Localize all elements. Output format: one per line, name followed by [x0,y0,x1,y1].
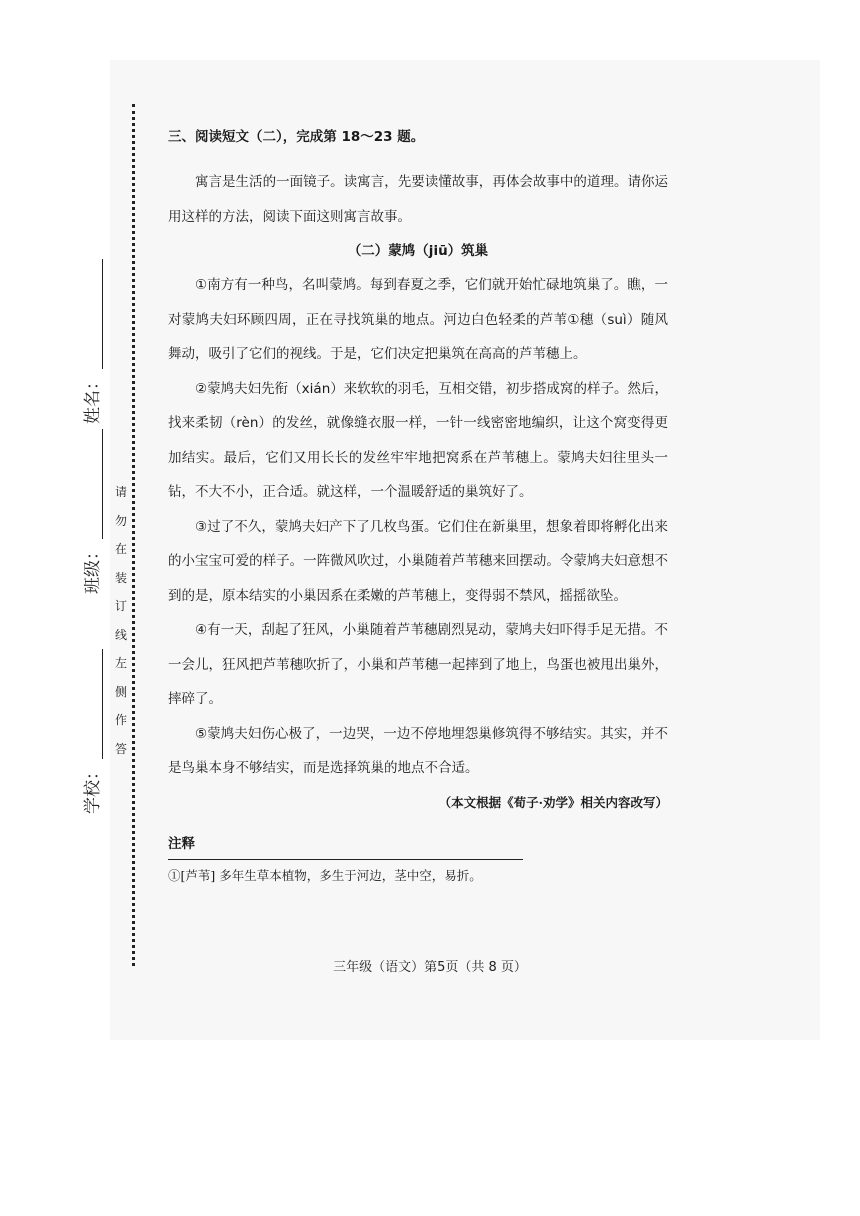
binding-dotted-line [132,104,135,966]
reading-section [168,126,668,888]
story-title: （二）蒙鸠（jiū）筑巢 [347,243,489,259]
class-underline[interactable] [101,429,103,539]
name-field [78,259,103,424]
notes-divider [168,859,523,860]
class-field [78,429,103,594]
story-paragraph-3: ③过了不久，蒙鸠夫妇产下了几枚鸟蛋。它们住在新巢里，想象着即将孵化出来的小宝宝可爱的样子。一阵微风吹过，小巢随着芦苇穗来回摆动。令蒙鸠夫妇意想不到的是，原本结实的小巢因系在柔嫩的芦苇穗上，变得弱不禁风，摇摇欲坠。 [168,518,668,604]
story-paragraph-1: ①南方有一种鸟，名叫蒙鸠。每到春夏之季，它们就开始忙碌地筑巢了。瞧，一对蒙鸠夫妇环顾四周，正在寻找筑巢的地点。河边白色轻柔的芦苇①穗（suì）随风舞动，吸引了它们的视线。于是，它们决定把巢筑在高高的芦苇穗上。 [168,277,668,362]
page-footer: 三年级（语文）第5页（共 8 页） [333,960,527,975]
binding-instruction: 请勿在装订线左侧作答 [114,485,127,756]
school-label: 学校： [83,763,103,814]
section-heading: 三、阅读短文（二），完成第 18～23 题。 [168,129,425,145]
notes-label: 注释 [168,835,195,852]
note-item: ①[芦苇] 多年生草本植物，多生于河边，茎中空，易折。 [168,867,482,883]
section-intro: 寓言是生活的一面镜子。读寓言，先要读懂故事，再体会故事中的道理。请你运用这样的方法，阅读下面这则寓言故事。 [168,174,668,225]
name-underline[interactable] [101,259,103,369]
school-field [78,649,103,814]
story-paragraph-5: ⑤蒙鸠夫妇伤心极了，一边哭，一边不停地埋怨巢修筑得不够结实。其实，并不是鸟巢本身不够结实，而是选择筑巢的地点不合适。 [168,725,668,776]
story-paragraph-4: ④有一天，刮起了狂风，小巢随着芦苇穗剧烈晃动，蒙鸠夫妇吓得手足无措。不一会儿，狂风把芦苇穗吹折了，小巢和芦苇穗一起摔到了地上，鸟蛋也被甩出巢外，摔碎了。 [168,622,668,707]
story-source: （本文根据《荀子·劝学》相关内容改写） [438,794,668,810]
name-label: 姓名： [83,373,103,424]
school-underline[interactable] [101,649,103,759]
class-label: 班级： [83,543,103,594]
story-paragraph-2: ②蒙鸠夫妇先衔（xián）来软软的羽毛，互相交错，初步搭成窝的样子。然后，找来柔韧（rèn）的发丝，就像缝衣服一样，一针一线密密地编织，让这个窝变得更加结实。最后，它们又用长长的发丝牢牢地把窝系在芦苇穗上。蒙鸠夫妇往里头一钻，不大不小，正合适。就这样，一个温暖舒适的巢筑好了。 [168,380,668,500]
